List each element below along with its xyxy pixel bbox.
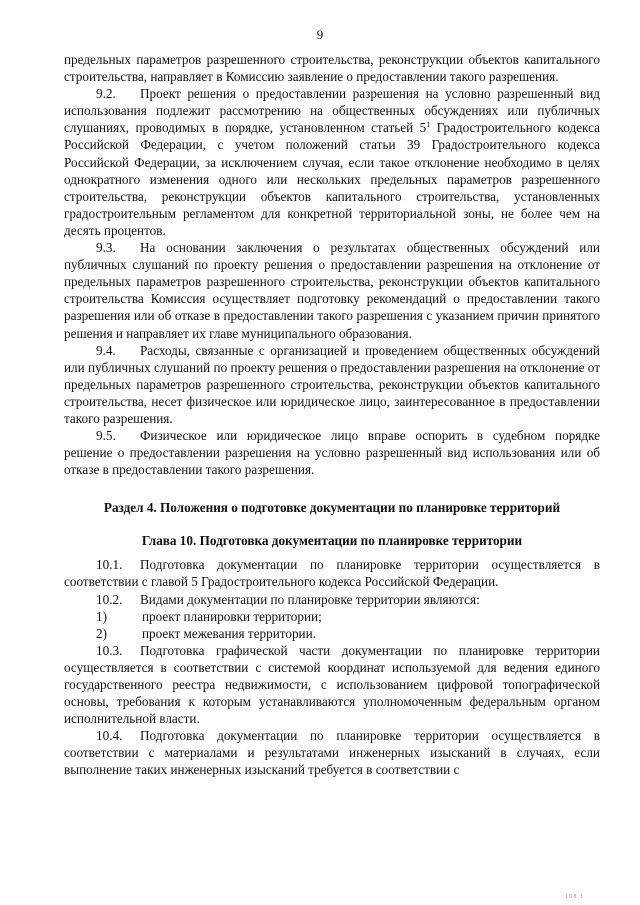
paragraph-10-2-number: 10.2.	[96, 591, 123, 607]
paragraph-9-2-text: Проект решения о предоставлении разрешения на условно разрешенный вид использования подлежит рассмотрению на общественных обсуждениях или публичных слушаниях, проводимых в порядке, установленном статьей 5	[64, 86, 600, 136]
paragraph-10-4-text: Подготовка документации по планировке территории осуществляется в соответствии с материалами и результатами инженерных изысканий в случаях, если выполнение таких инженерных изысканий требуется в соответствии с	[64, 728, 600, 778]
paragraph-9-5-text: Физическое или юридическое лицо вправе оспорить в судебном порядке решение о предоставлении разрешения на условно разрешенный вид использования или об отказе в предоставлении такого разрешения.	[64, 428, 600, 478]
list-item-text: проект межевания территории.	[142, 625, 316, 641]
chapter-title: Глава 10. Подготовка документации по планировке территории	[141, 533, 523, 549]
paragraph-10-4-number: 10.4.	[96, 728, 123, 744]
paragraph-10-3-text: Подготовка графической части документации по планировке территории осуществляется в соответствии с системой координат используемой для ведения единого государственного реестра недвижимости, с использованием цифровой топографической основы, требования к которым устанавливаются уполномоченным федеральным органом исполнительной власти.	[64, 642, 600, 727]
paragraph-10-3-number: 10.3.	[96, 642, 123, 658]
footer-mark: 108 1	[565, 894, 585, 900]
paragraph-9-3-number: 9.3.	[96, 240, 116, 256]
paragraph-9-3-text: На основании заключения о результатах общественных обсуждений или публичных слушаний по проекту решения о предоставлении разрешения на отклонение от предельных параметров разрешенного строительства, реконструкции объектов капитального строительства Комиссия осуществляет подготовку рекомендаций о предоставлении такого разрешения или об отказе в предоставлении такого разрешения с указанием причин принятого решения и направляет их главе муниципального образования.	[64, 240, 600, 341]
paragraph-9-2	[64, 85, 600, 239]
paragraph-10-2-text: Видами документации по планировке территории являются:	[140, 591, 480, 607]
intro-paragraph: предельных параметров разрешенного строительства, реконструкции объектов капитального строительства, направляет в Комиссию заявление о предоставлении такого разрешения.	[64, 52, 600, 85]
section-title: Раздел 4. Положения о подготовке документации по планировке территорий	[103, 500, 561, 516]
paragraph-9-4-number: 9.4.	[96, 342, 116, 358]
paragraph-9-5-number: 9.5.	[96, 428, 116, 444]
list-item-number: 2)	[96, 625, 107, 641]
paragraph-9-3	[64, 239, 600, 342]
paragraph-9-2-number: 9.2.	[96, 86, 116, 102]
paragraph-10-3	[64, 642, 600, 727]
list-item-text: проект планировки территории;	[142, 608, 322, 624]
paragraph-9-5	[64, 427, 600, 478]
page-number: 9	[316, 27, 324, 42]
paragraph-9-4	[64, 342, 600, 427]
paragraph-9-2-superscript: 1	[426, 120, 431, 130]
paragraph-9-2-text-continued: Градостроительного кодекса Российской Федерации, с учетом положений статьи 39 Градостроительного кодекса Российской Федерации, за исключением случая, если такое отклонение необходимо в целях однократного изменения одного или нескольких предельных параметров разрешенного строительства, реконструкции объектов капитального строительства, установленных градостроительным регламентом для конкретной территориальной зоны, не более чем на десять процентов.	[64, 120, 600, 238]
list-item	[64, 608, 600, 625]
paragraph-10-1-text: Подготовка документации по планировке территории осуществляется в соответствии с главой 5 Градостроительного кодекса Российской Федерации.	[64, 557, 600, 590]
list-item	[64, 625, 600, 642]
paragraph-10-2	[64, 591, 600, 608]
paragraph-10-4	[64, 727, 600, 778]
paragraph-10-1-number: 10.1.	[96, 557, 123, 573]
paragraph-9-4-text: Расходы, связанные с организацией и проведением общественных обсуждений или публичных слушаний по проекту решения о предоставлении разрешения на отклонение от предельных параметров разрешенного строительства, реконструкции объектов капитального строительства, несет физическое или юридическое лицо, заинтересованное в предоставлении такого разрешения.	[64, 342, 600, 426]
document-body	[64, 51, 600, 779]
list-item-number: 1)	[96, 608, 107, 624]
paragraph-10-1	[64, 556, 600, 590]
